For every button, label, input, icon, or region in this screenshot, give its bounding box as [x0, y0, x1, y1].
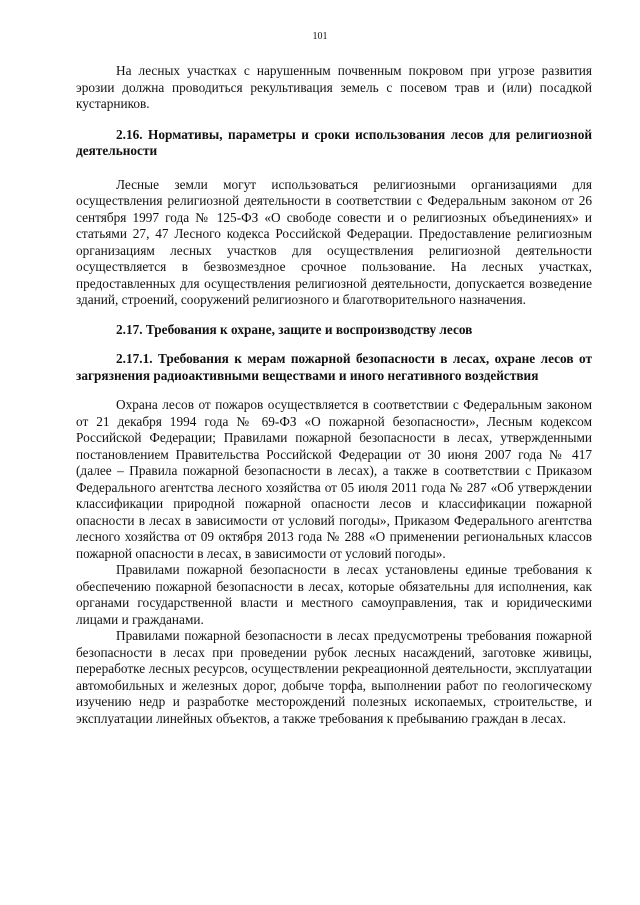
body-paragraph: На лесных участках с нарушенным почвенным покровом при угрозе развития эрозии должна проводиться рекультивация земель с посевом трав и (или) посадкой кустарников. — [76, 63, 592, 111]
body-paragraph: Охрана лесов от пожаров осуществляется в соответствии с Федеральным законом от 21 декабря 1994 года № 69-ФЗ «О пожарной безопасности», Лесным кодексом Российской Федерации; Правилами пожарной безопасности в лесах, утвержденными постановлением Правительства Российской Федерации от 30 июня 2007 года № 417 (далее – Правила пожарной безопасности в лесах), а также в соответствии с Приказом Федерального агентства лесного хозяйства от 05 июля 2011 года № 287 «Об утверждении классификации природной пожарной опасности лесов и классификации пожарной опасности в лесах в зависимости от условий погоды», Приказом Федерального агентства лесного хозяйства от 09 октября 2013 года № 288 «О применении региональных классов пожарной опасности в лесах, в зависимости от условий погоды». — [76, 397, 592, 561]
page-content — [76, 63, 592, 727]
body-paragraph: Лесные земли могут использоваться религиозными организациями для осуществления религиозной деятельности в соответствии с Федеральным законом от 26 сентября 1997 года № 125-ФЗ «О свободе совести и о религиозных объединениях» и статьями 27, 47 Лесного кодекса Российской Федерации. Предоставление религиозным организациям лесных участков для осуществления религиозной деятельности осуществляется в безвозмездное срочное пользование. На лесных участках, предоставленных для осуществления религиозной деятельности, допускается возведение зданий, строений, сооружений религиозного и благотворительного назначения. — [76, 176, 592, 307]
subsection-heading-2-17-1: 2.17.1. Требования к мерам пожарной безопасности в лесах, охране лесов от загрязнения радиоактивными веществами и иного негативного воздействия — [76, 351, 592, 383]
body-paragraph: Правилами пожарной безопасности в лесах установлены единые требования к обеспечению пожарной безопасности в лесах, которые обязательны для исполнения, как органами государственной власти и местного самоуправления, так и юридическими лицами и гражданами. — [76, 562, 592, 627]
section-heading-2-16: 2.16. Нормативы, параметры и сроки использования лесов для религиозной деятельности — [76, 126, 592, 158]
page-number: 101 — [312, 31, 328, 42]
body-paragraph: Правилами пожарной безопасности в лесах предусмотрены требования пожарной безопасности в лесах при проведении рубок лесных насаждений, заготовке живицы, переработке лесных ресурсов, осуществлении рекреационной деятельности, эксплуатации автомобильных и железных дорог, добыче торфа, выполнении работ по геологическому изучению недр и разработке месторождений полезных ископаемых, строительстве, и эксплуатации линейных объектов, а также требования к пребыванию граждан в лесах. — [76, 628, 592, 726]
section-heading-2-17: 2.17. Требования к охране, защите и воспроизводству лесов — [116, 321, 473, 337]
